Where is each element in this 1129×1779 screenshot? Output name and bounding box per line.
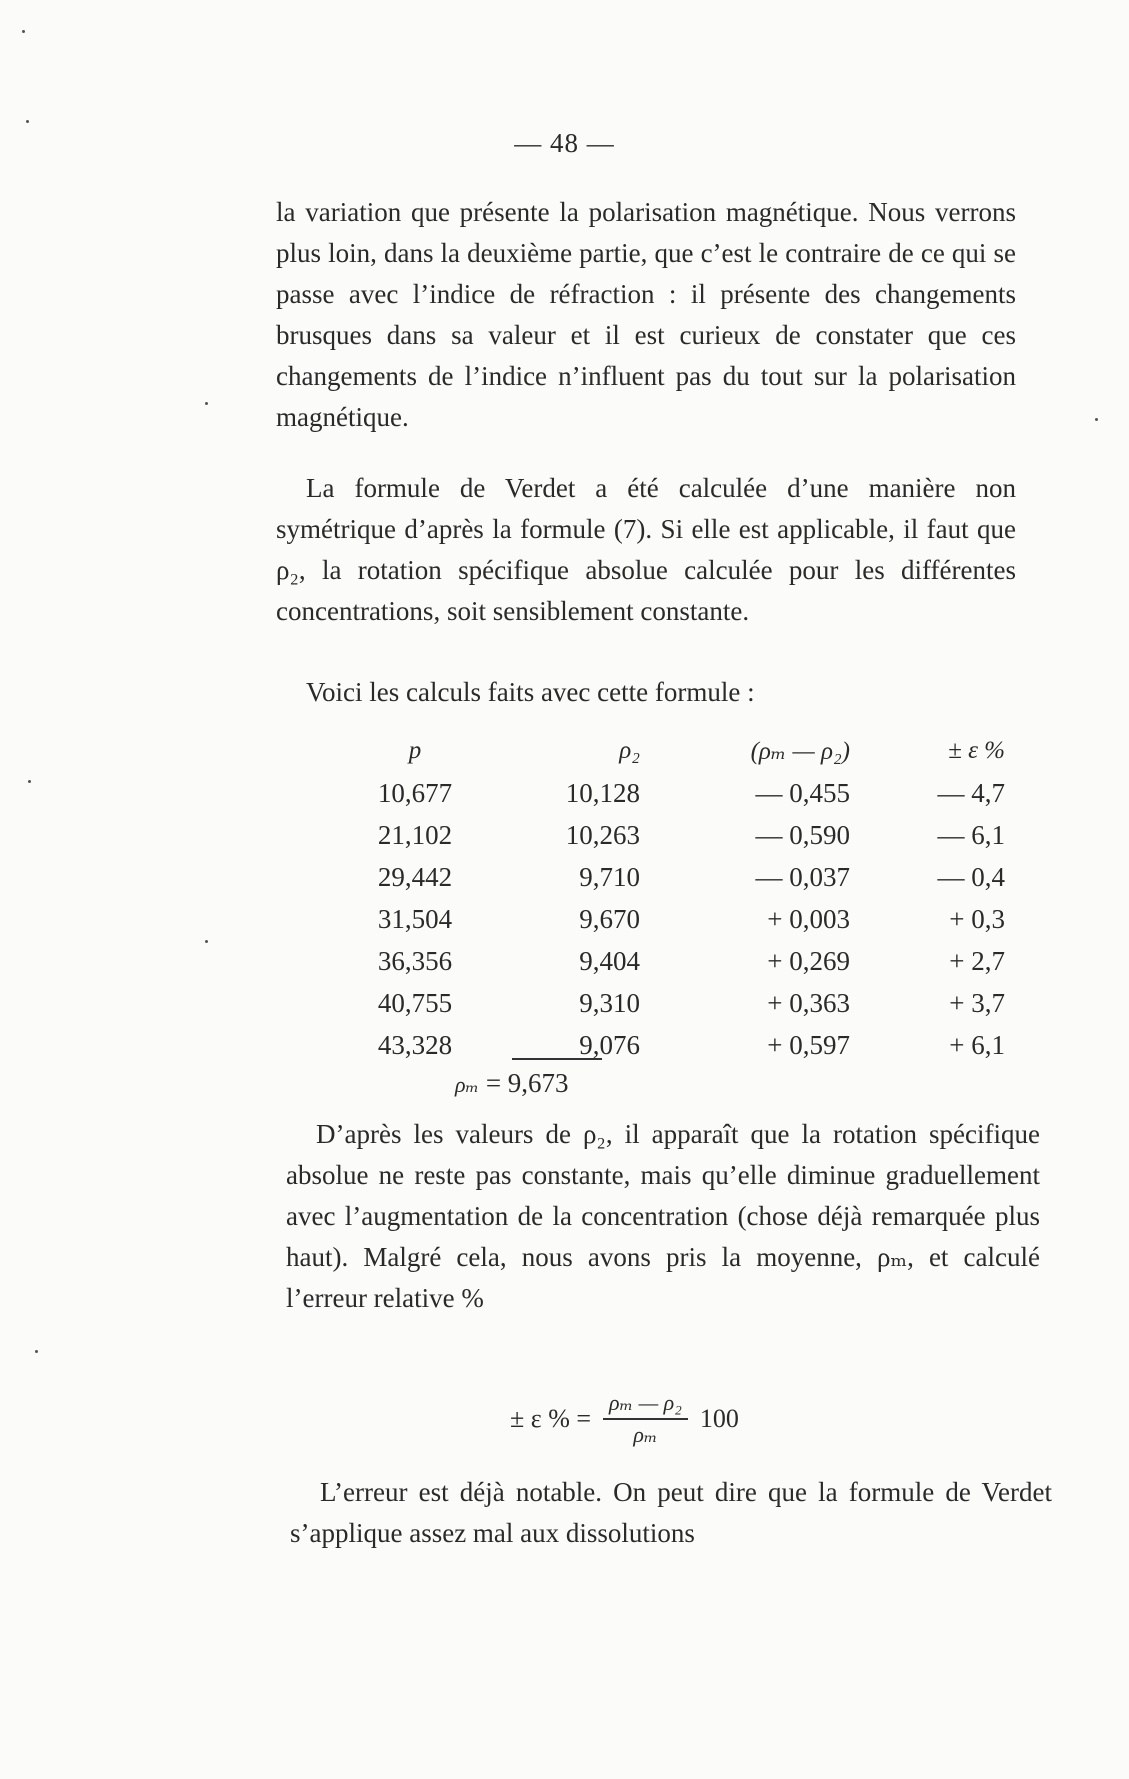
paragraph-5 bbox=[290, 1472, 1052, 1554]
cell-p: 31,504 bbox=[377, 903, 453, 934]
table-header-row bbox=[340, 730, 1005, 772]
cell-rho2: 9,710 bbox=[579, 861, 640, 892]
cell-rho2: 9,076 bbox=[579, 1029, 640, 1060]
cell-p: 36,356 bbox=[377, 945, 453, 976]
cell-difference: — 0,037 bbox=[755, 861, 850, 892]
cell-error: + 0,3 bbox=[949, 903, 1005, 934]
scan-speck bbox=[35, 1350, 38, 1353]
error-formula bbox=[510, 1390, 739, 1448]
cell-p: 21,102 bbox=[377, 819, 453, 850]
table-row bbox=[340, 772, 1005, 814]
header-difference: (ρₘ — ρ₂) bbox=[750, 738, 850, 765]
header-rho2: ρ₂ bbox=[619, 737, 640, 764]
table-row bbox=[340, 856, 1005, 898]
cell-difference: — 0,455 bbox=[755, 777, 850, 808]
sum-rule bbox=[512, 1058, 602, 1060]
formula-numerator: ρₘ — ρ₂ bbox=[603, 1390, 688, 1420]
cell-p: 10,677 bbox=[377, 777, 453, 808]
mean-label: ρₘ bbox=[455, 1072, 480, 1097]
cell-difference: + 0,597 bbox=[767, 1029, 850, 1060]
cell-difference: — 0,590 bbox=[755, 819, 850, 850]
formula-factor: 100 bbox=[699, 1404, 739, 1433]
scan-speck bbox=[28, 780, 31, 783]
paragraph-4 bbox=[286, 1114, 1040, 1319]
page-number: — 48 — bbox=[514, 128, 615, 158]
table-row bbox=[340, 898, 1005, 940]
cell-error: + 6,1 bbox=[949, 1029, 1005, 1060]
formula-fraction bbox=[603, 1390, 688, 1448]
cell-p: 43,328 bbox=[377, 1029, 453, 1060]
scan-speck bbox=[26, 120, 29, 123]
cell-rho2: 9,670 bbox=[579, 903, 640, 934]
cell-error: — 4,7 bbox=[937, 777, 1005, 808]
table-row bbox=[340, 814, 1005, 856]
paragraph-5-text: L’erreur est déjà notable. On peut dire que la formule de Verdet s’applique assez mal aux dissolutions bbox=[290, 1477, 1052, 1548]
mean-number: = 9,673 bbox=[485, 1068, 569, 1098]
cell-p: 40,755 bbox=[377, 987, 453, 1018]
cell-difference: + 0,363 bbox=[767, 987, 850, 1018]
cell-error: — 0,4 bbox=[937, 861, 1005, 892]
table-row bbox=[340, 1024, 1005, 1066]
cell-error: — 6,1 bbox=[937, 819, 1005, 850]
cell-rho2: 10,128 bbox=[565, 777, 640, 808]
cell-p: 29,442 bbox=[377, 861, 453, 892]
results-table bbox=[340, 730, 1005, 1066]
scan-speck bbox=[205, 940, 208, 943]
table-row bbox=[340, 982, 1005, 1024]
cell-difference: + 0,003 bbox=[767, 903, 850, 934]
cell-rho2: 9,310 bbox=[579, 987, 640, 1018]
cell-difference: + 0,269 bbox=[767, 945, 850, 976]
paragraph-3 bbox=[276, 672, 1016, 713]
scan-speck bbox=[205, 402, 208, 405]
scan-speck bbox=[1095, 418, 1098, 421]
paragraph-2 bbox=[276, 468, 1016, 632]
table-row bbox=[340, 940, 1005, 982]
paragraph-2-text: La formule de Verdet a été calculée d’une manière non symétrique d’après la formule (7). Si elle est applicable, il faut que ρ₂, la rotation spécifique absolue calculée pour les différentes concentrations, soit sensiblement constante. bbox=[276, 473, 1016, 626]
header-p: p bbox=[408, 737, 422, 764]
paragraph-1 bbox=[276, 192, 1016, 438]
cell-error: + 2,7 bbox=[949, 945, 1005, 976]
paragraph-3-text: Voici les calculs faits avec cette formule : bbox=[306, 677, 755, 707]
paragraph-4-text: D’après les valeurs de ρ₂, il apparaît que la rotation spécifique absolue ne reste pas constante, mais qu’elle diminue graduellement avec l’augmentation de la concentration (chose déjà remarquée plus haut). Malgré cela, nous avons pris la moyenne, ρₘ, et calculé l’erreur relative % bbox=[286, 1119, 1040, 1313]
header-error: ± ε % bbox=[948, 737, 1005, 764]
cell-rho2: 10,263 bbox=[565, 819, 640, 850]
cell-error: + 3,7 bbox=[949, 987, 1005, 1018]
paragraph-1-text: la variation que présente la polarisation magnétique. Nous verrons plus loin, dans la deuxième partie, que c’est le contraire de ce qui se passe avec l’indice de réfraction : il présente des changements brusques dans sa valeur et il est curieux de constater que ces changements de l’indice n’influent pas du tout sur la polarisation magnétique. bbox=[276, 197, 1016, 432]
cell-rho2: 9,404 bbox=[579, 945, 640, 976]
formula-denominator: ρₘ bbox=[633, 1422, 658, 1447]
mean-value bbox=[455, 1068, 569, 1099]
formula-lhs: ± ε % = bbox=[510, 1404, 592, 1433]
scan-speck bbox=[22, 30, 25, 33]
